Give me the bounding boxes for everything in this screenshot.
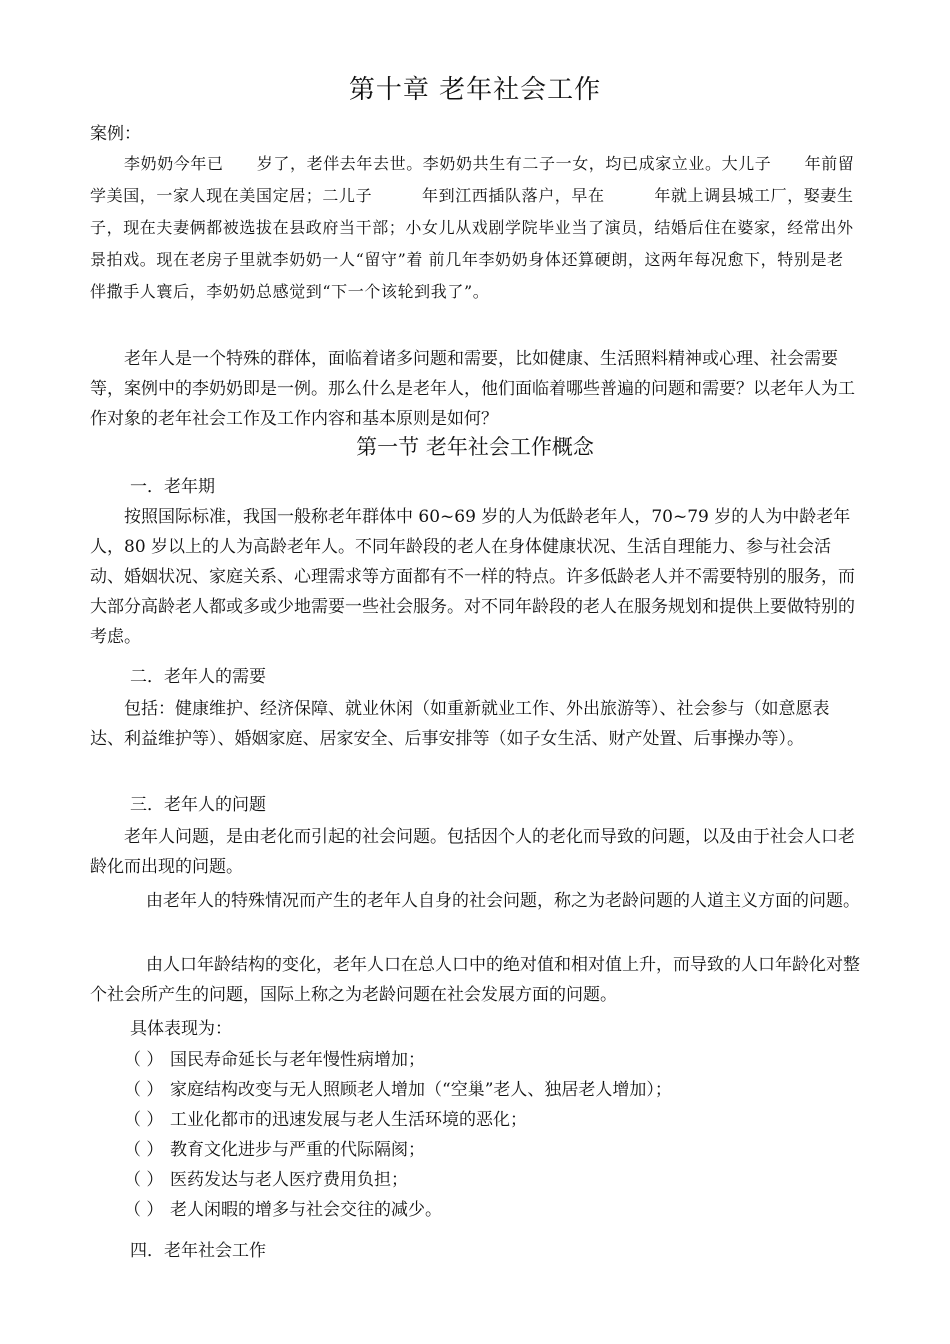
intro-paragraph: 老年人是一个特殊的群体，面临着诸多问题和需要，比如健康、生活照料精神或心理、社会需要等，案例中的李奶奶即是一例。那么什么是老年人，他们面临着哪些普遍的问题和需要？以老年人为工作对象的老年社会工作及工作内容和基本原则是如何？ — [90, 349, 855, 429]
paragraph-elderly-needs: 包括：健康维护、经济保障、就业休闲（如重新就业工作、外出旅游等）、社会参与（如意愿表达、利益维护等）、婚姻家庭、居家安全、后事安排等（如子女生活、财产处置、后事操办等）。 — [90, 699, 830, 749]
list-item — [90, 1105, 860, 1135]
list-item-text: 老人闲暇的增多与社会交往的减少。 — [170, 1200, 442, 1220]
list-item-marker: （ ） — [124, 1050, 164, 1070]
list-item-marker: （ ） — [124, 1080, 164, 1100]
list-item-marker: （ ） — [124, 1110, 164, 1130]
intro-section — [90, 344, 860, 434]
list-item — [90, 1135, 860, 1165]
case-paragraph: 李奶奶今年已 岁了，老伴去年去世。李奶奶共生有二子一女，均已成家立业。大儿子 年前留学美国，一家人现在美国定居；二儿子 年到江西插队落户，早在 年就上调县城工厂，娶妻生子，现在夫妻俩都被选拔在县政府当干部；小女儿从戏剧学院毕业当了演员，结婚后住在婆家，经常出外景拍戏。现在老房子里就李奶奶一人“留守”着 前几年李奶奶身体还算硬朗，这两年每况愈下，特别是老伴撒手人寰后，李奶奶总感觉到“下一个该轮到我了”。 — [90, 154, 855, 301]
case-section — [90, 120, 860, 308]
list-item-marker: （ ） — [124, 1170, 164, 1190]
list-item — [90, 1075, 860, 1105]
list-item-text: 教育文化进步与严重的代际隔阂； — [170, 1140, 425, 1160]
problem-list — [90, 1045, 860, 1225]
heading-elderly-needs: 二．老年人的需要 — [130, 667, 266, 687]
list-item-text: 家庭结构改变与无人照顾老人增加（“空巢”老人、独居老人增加）； — [170, 1080, 672, 1100]
heading-old-age-period: 一．老年期 — [130, 477, 215, 497]
list-item-marker: （ ） — [124, 1140, 164, 1160]
paragraph-specific-manifestations: 具体表现为： — [130, 1019, 232, 1039]
paragraph-old-age-period: 按照国际标准，我国一般称老年群体中 60~69 岁的人为低龄老年人，70~79 岁的人为中龄老年人，80 岁以上的人为高龄老年人。不同年龄段的老人在身体健康状况、生活自理能力、参与社会活动、婚姻状况、家庭关系、心理需求等方面都有不一样的特点。许多低龄老人并不需要特别的服务，而大部分高龄老人都或多或少地需要一些社会服务。对不同年龄段的老人在服务规划和提供上要做特别的考虑。 — [90, 507, 855, 647]
list-item-text: 国民寿命延长与老年慢性病增加； — [170, 1050, 425, 1070]
list-item-text: 工业化都市的迅速发展与老人生活环境的恶化； — [170, 1110, 527, 1130]
chapter-title: 第十章 老年社会工作 — [348, 75, 602, 105]
list-item — [90, 1165, 860, 1195]
list-item-text: 医药发达与老人医疗费用负担； — [170, 1170, 408, 1190]
section-title: 第一节 老年社会工作概念 — [356, 435, 594, 459]
list-item-marker: （ ） — [124, 1200, 164, 1220]
list-item — [90, 1195, 860, 1225]
heading-elderly-problems: 三．老年人的问题 — [130, 795, 266, 815]
list-item — [90, 1045, 860, 1075]
case-label: 案例： — [90, 124, 141, 144]
paragraph-humanitarian-aspect: 由老年人的特殊情况而产生的老年人自身的社会问题，称之为老龄问题的人道主义方面的问题。 — [146, 891, 860, 911]
heading-elderly-social-work: 四．老年社会工作 — [130, 1241, 266, 1261]
paragraph-problems-definition: 老年人问题，是由老化而引起的社会问题。包括因个人的老化而导致的问题，以及由于社会人口老龄化而出现的问题。 — [90, 827, 855, 877]
paragraph-development-aspect: 由人口年龄结构的变化，老年人口在总人口中的绝对值和相对值上升，而导致的人口年龄化对整个社会所产生的问题，国际上称之为老龄问题在社会发展方面的问题。 — [90, 955, 860, 1005]
